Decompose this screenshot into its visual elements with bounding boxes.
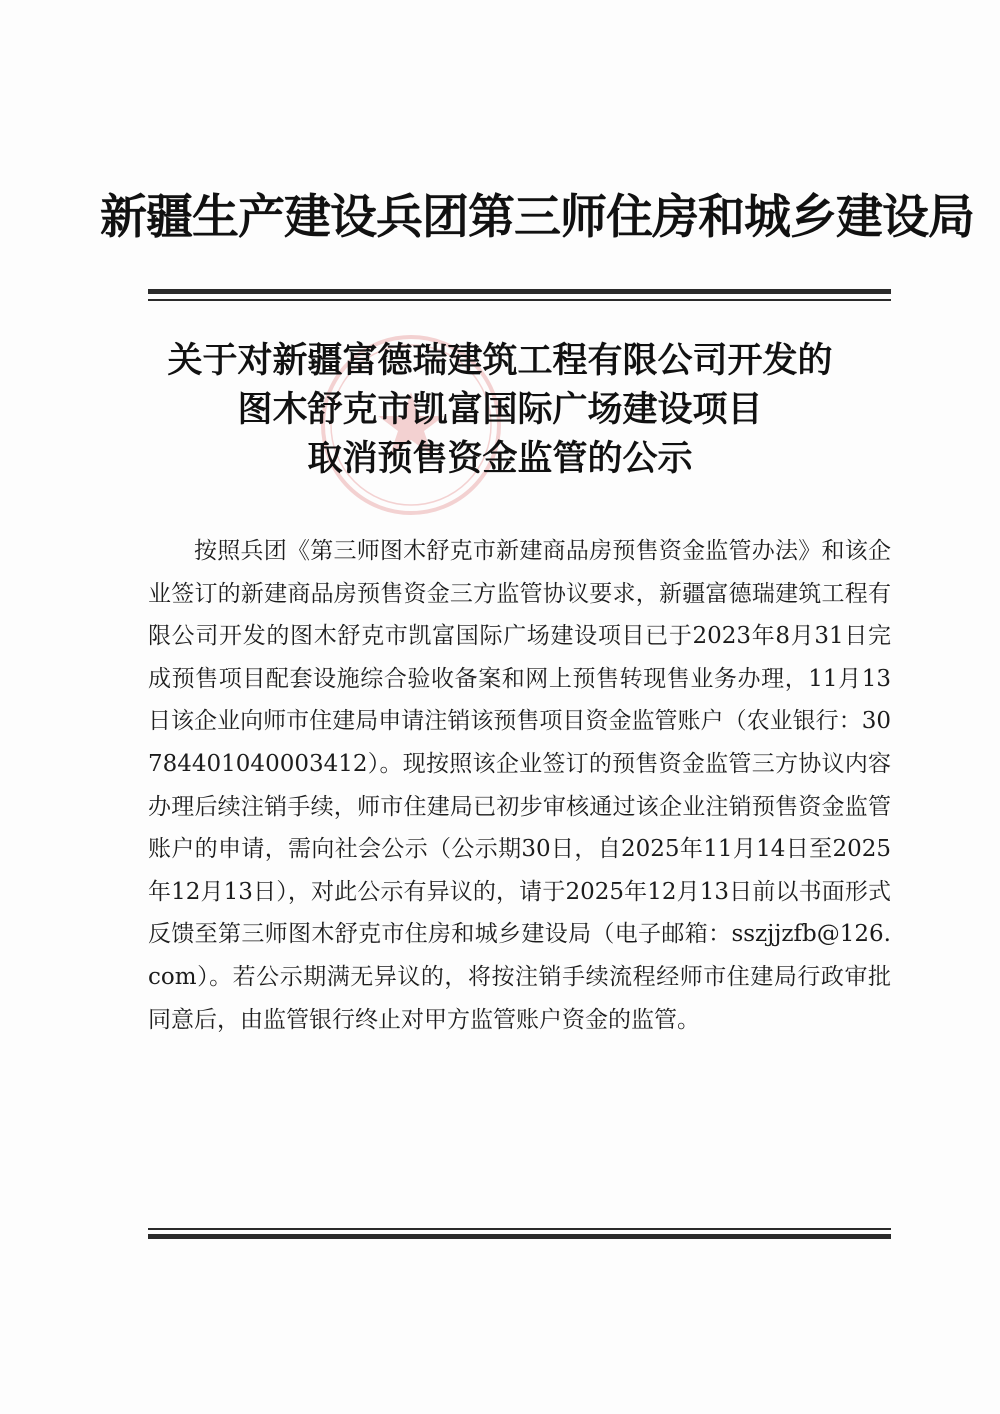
header-divider-thick — [148, 289, 891, 294]
notice-title-line: 图木舒克市凯富国际广场建设项目 — [237, 389, 763, 430]
footer-divider-thin — [148, 1228, 891, 1230]
header-divider-thin — [148, 299, 891, 301]
notice-title-line: 关于对新疆富德瑞建筑工程有限公司开发的 — [167, 340, 833, 381]
footer-divider-thick — [148, 1234, 891, 1239]
notice-title — [100, 336, 900, 483]
notice-title-line: 取消预售资金监管的公示 — [307, 438, 693, 479]
issuing-organization-title: 新疆生产建设兵团第三师住房和城乡建设局 — [100, 190, 974, 245]
notice-body-paragraph: 按照兵团《第三师图木舒克市新建商品房预售资金监管办法》和该企业签订的新建商品房预售资金三方监管协议要求，新疆富德瑞建筑工程有限公司开发的图木舒克市凯富国际广场建设项目已于2023年8月31日完成预售项目配套设施综合验收备案和网上预售转现售业务办理，11月13日该企业向师市住建局申请注销该预售项目资金监管账户（农业银行：30784401040003412）。现按照该企业签订的预售资金监管三方协议内容办理后续注销手续，师市住建局已初步审核通过该企业注销预售资金监管账户的申请，需向社会公示（公示期30日，自2025年11月14日至2025年12月13日），对此公示有异议的，请于2025年12月13日前以书面形式反馈至第三师图木舒克市住房和城乡建设局（电子邮箱：sszjjzfb@126.com）。若公示期满无异议的，将按注销手续流程经师市住建局行政审批同意后，由监管银行终止对甲方监管账户资金的监管。 — [148, 538, 891, 1033]
